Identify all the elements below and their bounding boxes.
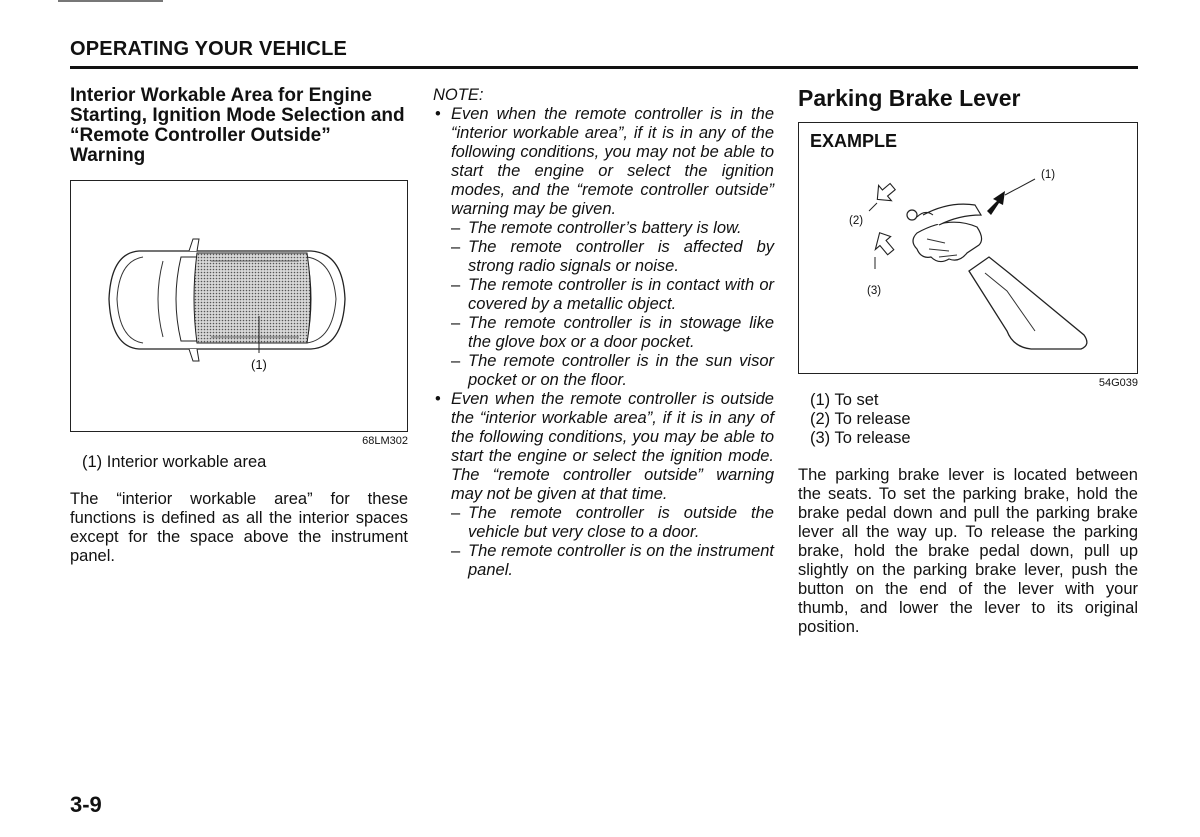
parking-brake-legend: [798, 391, 1138, 448]
callout-release-lower: (3): [867, 285, 882, 297]
legend-item: (3) To release: [810, 429, 911, 447]
column-parking-brake: [798, 86, 1138, 637]
note-sub-item: – The remote controller is in contact with or covered by a metallic object.: [451, 276, 774, 313]
page-number: 3-9: [70, 792, 102, 817]
note-sub-item: – The remote controller is on the instrument panel.: [451, 542, 774, 579]
callout-release-button: (2): [849, 215, 864, 227]
legend-item: (2) To release: [810, 410, 911, 428]
interior-area-heading: Interior Workable Area for Engine Starting, Ignition Mode Selection and “Remote Controller Outside” Warning: [70, 85, 405, 166]
column-interior-area: [70, 86, 408, 566]
bullet-dot: •: [435, 390, 441, 408]
note-sub-item: – The remote controller is in the sun visor pocket or on the floor.: [451, 352, 774, 389]
header-rule: [70, 66, 1138, 69]
note-sub-item: – The remote controller is in stowage like the glove box or a door pocket.: [451, 314, 774, 351]
example-label: EXAMPLE: [810, 131, 898, 151]
car-top-view-figure: [70, 180, 408, 432]
note-sub-item-text: The remote controller is in stowage like the glove box or a door pocket.: [468, 314, 774, 351]
legend-item: (1) To set: [810, 391, 879, 409]
note-body: [433, 105, 774, 580]
note-bullet-text: Even when the remote controller is in the “interior workable area”, if it is in any of the following conditions, you may not be able to start the engine or select the ignition modes, and the “remote controller outside” warning may be given.: [451, 105, 774, 218]
section-header: OPERATING YOUR VEHICLE: [70, 38, 348, 60]
interior-area-legend: [70, 453, 408, 472]
note-sub-item-text: The remote controller is in the sun visor pocket or on the floor.: [468, 352, 774, 389]
note-bullet-text: Even when the remote controller is outside the “interior workable area”, if it is in any of the following conditions, you may be able to start the engine or select the ignition mode. The “remote controller outside” warning may not be given at that time.: [451, 390, 774, 503]
note-sub-item: – The remote controller is affected by strong radio signals or noise.: [451, 238, 774, 275]
note-sub-item: – The remote controller’s battery is low.: [451, 219, 742, 237]
note-bullet: [433, 105, 774, 219]
note-sub-item-text: The remote controller is on the instrument panel.: [468, 542, 774, 579]
legend-item: (1) Interior workable area: [82, 453, 267, 471]
column-note: [433, 86, 774, 580]
bullet-dot: •: [435, 105, 441, 123]
note-sub-item-text: The remote controller is in contact with or covered by a metallic object.: [468, 276, 774, 313]
parking-brake-body: The parking brake lever is located between the seats. To set the parking brake, hold the brake pedal down and pull the parking brake lever all the way up. To release the parking brake, hold the brake pedal down, pull up slightly on the parking brake lever, push the button on the end of the lever with your thumb, and lower the lever to its original position.: [798, 466, 1138, 636]
parking-brake-title: Parking Brake Lever: [798, 85, 1021, 111]
note-sub-item-text: The remote controller’s battery is low.: [468, 219, 742, 237]
note-label: NOTE:: [433, 86, 484, 104]
interior-area-body: The “interior workable area” for these functions is defined as all the interior spaces except for the space above the instrument panel.: [70, 490, 408, 565]
figure-code-54G039: 54G039: [1098, 377, 1138, 389]
scan-mark: [58, 0, 163, 2]
callout-set: (1): [1041, 169, 1056, 181]
parking-brake-illustration: [799, 123, 1137, 373]
note-sub-item-text: The remote controller is affected by strong radio signals or noise.: [468, 238, 774, 275]
interior-area-callout: (1): [251, 357, 267, 372]
car-top-view-illustration: [71, 181, 407, 431]
figure-code-68LM302: 68LM302: [362, 435, 408, 447]
note-sub-item: – The remote controller is outside the vehicle but very close to a door.: [451, 504, 774, 541]
note-sub-item-text: The remote controller is outside the vehicle but very close to a door.: [468, 504, 774, 541]
note-bullet: [433, 390, 774, 504]
parking-brake-figure: [798, 122, 1138, 374]
